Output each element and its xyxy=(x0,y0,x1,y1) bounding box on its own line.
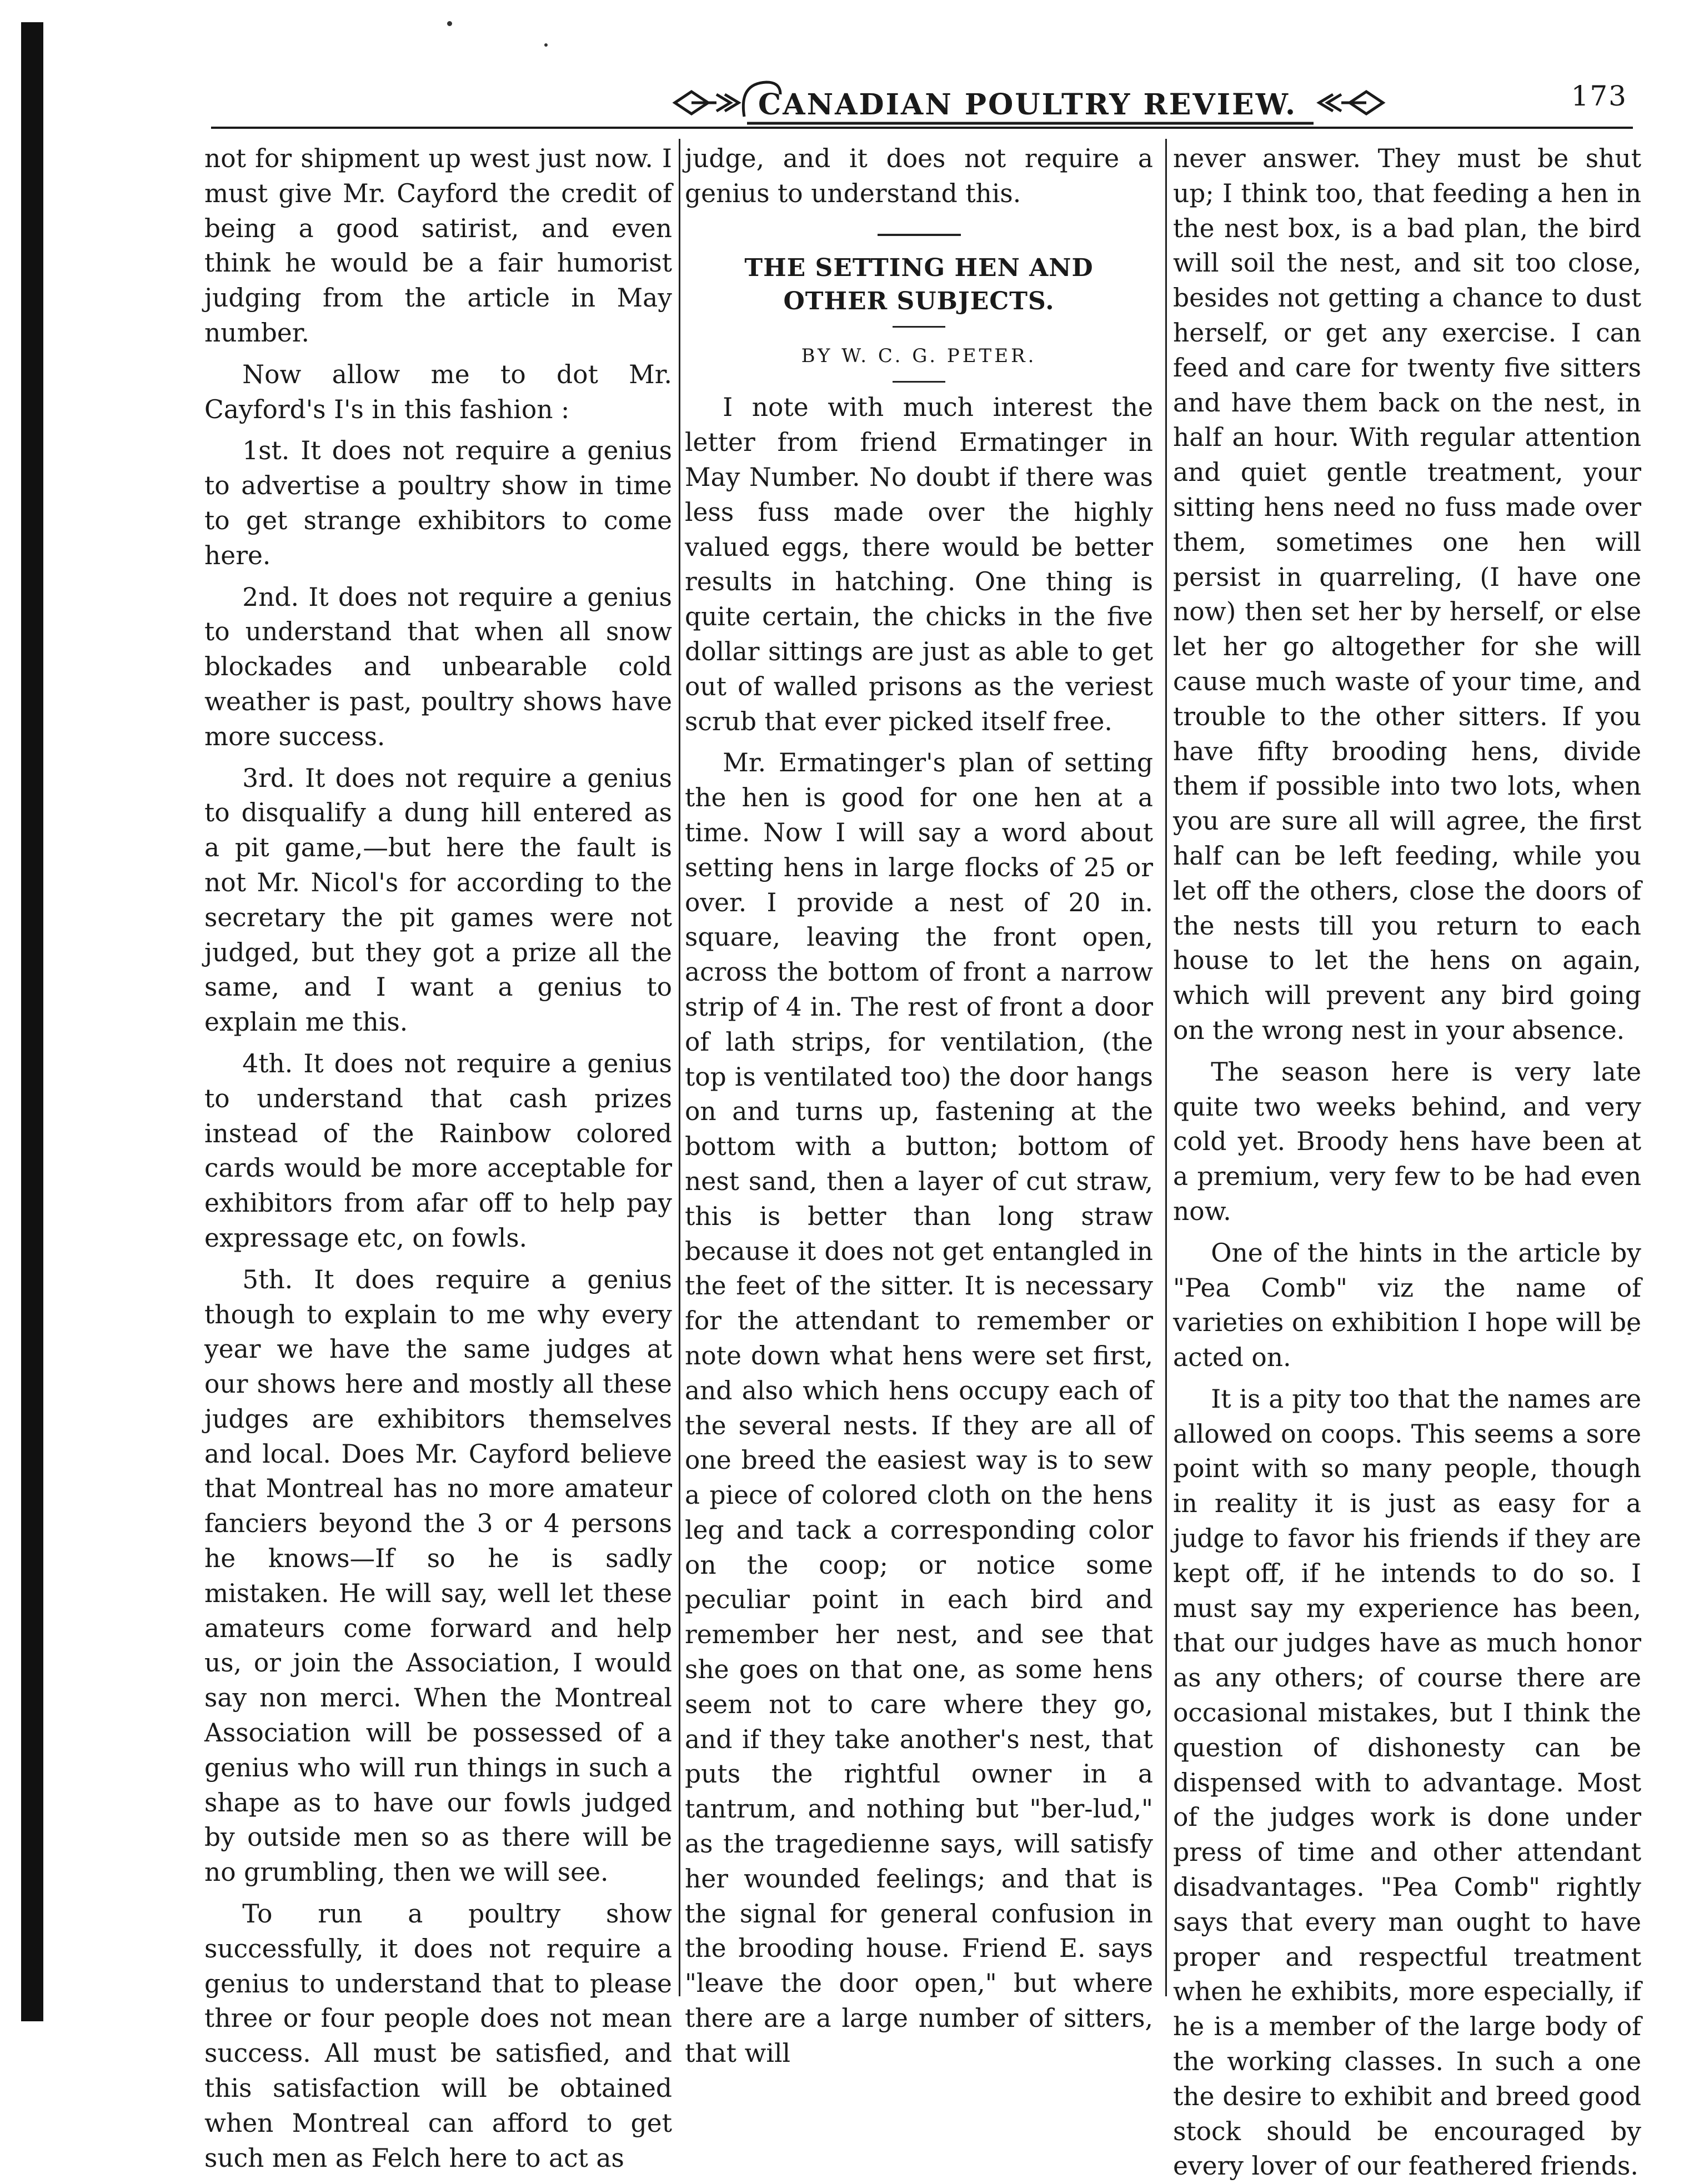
section-rule xyxy=(878,234,961,236)
masthead-title: CANADIAN POULTRY REVIEW. xyxy=(758,88,1297,122)
paragraph: To run a poultry show successfully, it does not require a genius to understand that to please three or four people does not mean success. All must be satisfied, and this satisfaction will be obtained when Montreal can afford to get such men as Felch here to act as xyxy=(204,1899,672,2173)
paragraph: judge, and it does not require a genius to understand this. xyxy=(685,144,1153,208)
paragraph: 1st. It does not require a genius to advertise a poultry show in time to get strange exhibitors to come here. xyxy=(204,436,672,570)
column-1 xyxy=(204,142,672,2173)
column-divider xyxy=(1165,139,1167,1996)
column-divider xyxy=(679,139,680,1996)
paragraph: 2nd. It does not require a genius to understand that when all snow blockades and unbearable cold weather is past, poultry shows have more success. xyxy=(204,582,672,751)
page-number: 173 xyxy=(1571,80,1627,112)
paragraph: The season here is very late quite two weeks behind, and very cold yet. Broody hens have been at a premium, very few to be had even now. xyxy=(1173,1057,1641,1226)
page-header xyxy=(167,67,1666,128)
paragraph: 5th. It does require a genius though to explain to me why every year we have the same judges at our shows here and mostly all these judges are exhibitors themselves and local. Does Mr. Cayford believe that Montreal has no more amateur fanciers beyond the 3 or 4 persons he knows—If so he is sadly mistaken. He will say, well let these amateurs come forward and help us, or join the Association, I would say non merci. When the Montreal Association will be possessed of a genius who will run things in such a shape as to have our fowls judged by outside men so as there will be no grumbling, then we will see. xyxy=(204,1264,672,1887)
column-3 xyxy=(1173,142,1641,2181)
paragraph: 3rd. It does not require a genius to disqualify a dung hill entered as a pit game,—but here the fault is not Mr. Nicol's for according to the secretary the pit games were not judged, but they got a prize all the same, and I want a genius to explain me this. xyxy=(204,763,672,1037)
header-rule xyxy=(211,127,1633,129)
paragraph: not for shipment up west just now. I must give Mr. Cayford the credit of being a good satirist, and even think he would be a fair humorist judging from the article in May number. xyxy=(204,144,672,348)
scan-speck xyxy=(544,43,548,47)
paragraph: Mr. Ermatinger's plan of setting the hen is good for one hen at a time. Now I will say a word about setting hens in large flocks of 25 or over. I provide a nest of 20 in. square, leaving the front open, across the bottom of front a narrow strip of 4 in. The rest of front a door of lath strips, for ventilation, (the top is ventilated too) the door hangs on and turns up, fastening at the bottom with a button; bottom of nest sand, then a layer of cut straw, this is better than long straw because it does not get entangled in the feet of the sitter. It is necessary for the attendant to remember or note down what hens were set first, and also which hens occupy each of the several nests. If they are all of one breed the easiest way is to sew a piece of colored cloth on the hens leg and tack a corresponding color on the coop; or notice some peculiar point in each bird and remember her nest, and see that she goes on that one, as some hens seem not to care where they go, and if they take another's nest, that puts the rightful owner in a tantrum, and nothing but "ber-lud," as the tragedienne says, will satisfy her wounded feelings; and that is the signal for general confusion in the brooding house. Friend E. says "leave the door open," but where there are a large number of sitters, that will xyxy=(685,748,1153,2068)
article-title: THE SETTING HEN AND OTHER SUBJECTS. xyxy=(744,253,1094,315)
title-rule xyxy=(893,326,945,328)
scan-binding-edge xyxy=(21,22,43,2021)
paragraph: One of the hints in the article by "Pea Comb" viz the name of varieties on exhibition I hope will be acted on. xyxy=(1173,1238,1641,1373)
paragraph: I note with much interest the letter from friend Ermatinger in May Number. No doubt if there was less fuss made over the highly valued eggs, there would be better results in hatching. One thing is quite certain, the chicks in the five dollar sittings are just as able to get out of walled prisons as the veriest scrub that ever picked itself free. xyxy=(685,393,1153,736)
paragraph: never answer. They must be shut up; I think too, that feeding a hen in the nest box, is a bad plan, the bird will soil the nest, and sit too close, besides not getting a chance to dust herself, or get any exercise. I can feed and care for twenty five sitters and have them back on the nest, in half an hour. With regular attention and quiet gentle treatment, your sitting hens need no fuss made over them, sometimes one hen will persist in quarreling, (I have one now) then set her by herself, or else let her go altogether for she will cause much waste of your time, and trouble to the other sitters. If you have fifty brooding hens, divide them if possible into two lots, when you are sure all will agree, the first half can be left feeding, while you let off the others, close the doors of the nests till you return to each house to let the hens on again, which will prevent any bird going on the wrong nest in your absence. xyxy=(1173,144,1641,1045)
byline: BY W. C. G. PETER. xyxy=(801,344,1037,367)
paragraph: Now allow me to dot Mr. Cayford's I's in this fashion : xyxy=(204,359,672,424)
byline-rule xyxy=(893,381,945,383)
scan-speck xyxy=(447,21,452,26)
masthead-logo xyxy=(669,78,1389,128)
paragraph: It is a pity too that the names are allowed on coops. This seems a sore point with so many people, though in reality it is just as easy for a judge to favor his friends if they are kept off, if he intends to do so. I must say my experience has been, that our judges have as much honor as any others; of course there are occasional mistakes, but I think the question of dishonesty can be dispensed with to advantage. Most of the judges work is done under press of time and other attendant disadvantages. "Pea Comb" rightly says that every man ought to have proper and respectful treatment when he exhibits, more especially, if he is a member of the large body of the working classes. In such a one the desire to exhibit and breed good stock should be encouraged by every lover of our feathered friends. xyxy=(1173,1384,1641,2181)
column-2 xyxy=(685,142,1153,2068)
paragraph: 4th. It does not require a genius to understand that cash prizes instead of the Rainbow colored cards would be more acceptable for exhibitors from afar off to help pay expressage etc, on fowls. xyxy=(204,1048,672,1253)
